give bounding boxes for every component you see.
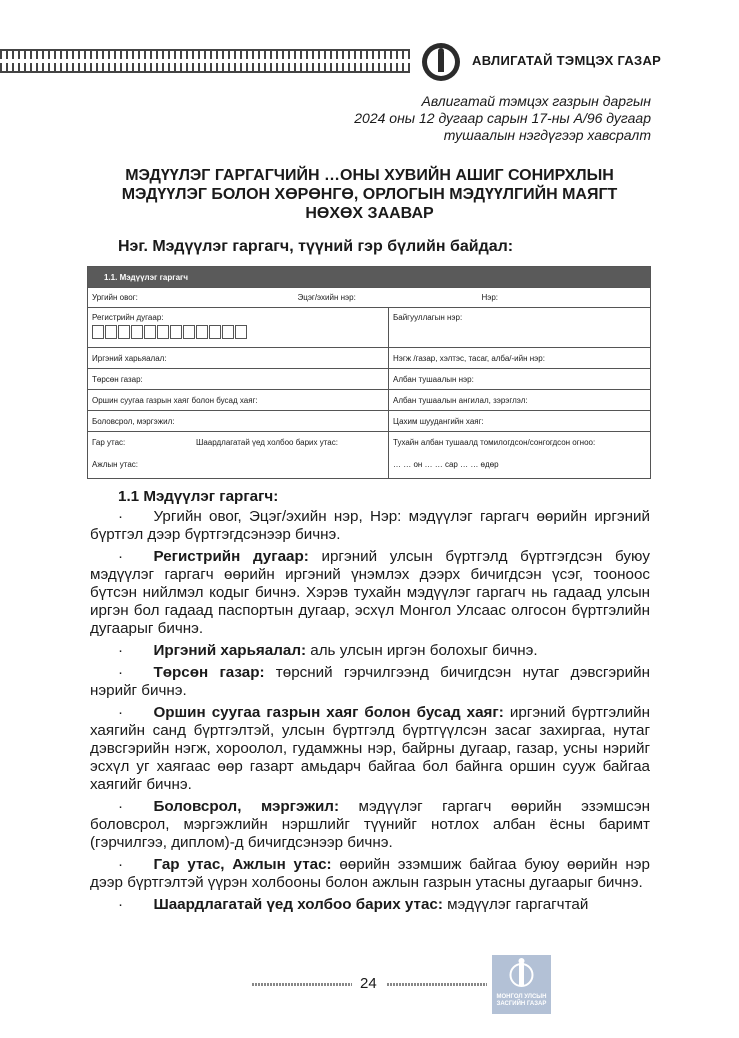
page-footer (252, 975, 487, 995)
unit-label: Нэгж /газар, хэлтэс, тасаг, алба/-ийн нэр: (389, 348, 651, 369)
agency-emblem-icon (420, 40, 462, 84)
item-text: мэдүүлэг гаргагчтай (442, 896, 589, 913)
fathername-label: Эцэг/эхийн нэр: (297, 293, 356, 302)
title-line: МЭДҮҮЛЭГ БОЛОН ХӨРӨНГӨ, ОРЛОГЫН МЭДҮҮЛГИЙН МАЯГТ (121, 186, 618, 203)
item-term: Регистрийн дугаар: (153, 548, 309, 565)
form-header: 1.1. Мэдүүлэг гаргагч (88, 267, 651, 288)
date-blank: … … он … … сар … … өдөр (393, 460, 499, 469)
item-term: Боловсрол, мэргэжил: (153, 798, 339, 815)
item-text: Ургийн овог, Эцэг/эхийн нэр, Нэр: мэдүүлэг гаргагч өөрийн иргэний бүртгэл дээр бүртгэгдсэнээр бичнэ. (90, 508, 650, 543)
org-label: Байгууллагын нэр: (389, 308, 651, 348)
item-text: төрсний гэрчилгээнд бичигдсэн нутаг дэвсгэрийн нэрийг бичнэ. (90, 664, 650, 699)
bullet: · (118, 798, 124, 815)
instructions (90, 488, 650, 918)
birthplace-label: Төрсөн газар: (88, 369, 389, 390)
decree-line: тушаалын нэгдүгээр хавсралт (443, 127, 651, 143)
decree-note (354, 93, 651, 144)
page-number: 24 (360, 975, 377, 992)
declarant-form (87, 266, 651, 479)
page-header (0, 40, 739, 84)
instruction-item (90, 508, 650, 544)
instruction-item (90, 664, 650, 700)
citizenship-label: Иргэний харьяалал: (88, 348, 389, 369)
footer-rule (387, 983, 487, 986)
item-term: Иргэний харьяалал: (153, 642, 307, 659)
section-heading: Нэг. Мэдүүлэг гаргагч, түүний гэр бүлийн байдал: (118, 238, 514, 255)
ornament-band (0, 49, 410, 73)
instruction-item (90, 798, 650, 852)
subheading: 1.1 Мэдүүлэг гаргагч: (118, 488, 279, 505)
item-text: аль улсын иргэн болохыг бичнэ. (306, 642, 538, 659)
item-text: иргэний улсын бүртгэлд бүртгэгдсэн буюу мэдүүлэг гаргагч өөрийн иргэний үнэмлэх дээрх бичигдсэн үсэг, тооноос бүтсэн нийлмэл кодыг бичнэ. Хэрэв тухайн мэдүүлэг гаргагч нь гадаад улсын иргэн бол гадаад паспортын дугаар, эсхүл Монгол Улсаас олгосон бүртгэлийн дугаарыг бичнэ. (90, 548, 650, 637)
bullet: · (118, 508, 124, 525)
surname-label: Ургийн овог: (92, 293, 138, 302)
instruction-item (90, 548, 650, 638)
document-title (60, 166, 679, 223)
decree-line: Авлигатай тэмцэх газрын даргын (421, 93, 651, 109)
government-logo-text: МОНГОЛ УЛСЫН ЗАСГИЙН ГАЗАР (496, 994, 547, 1007)
agency-name: АВЛИГАТАЙ ТЭМЦЭХ ГАЗАР (472, 53, 662, 68)
item-text: мэдүүлэг гаргагч өөрийн эзэмшсэн боловсрол, мэргэжлийн нэршлийг түүнийг нотлох албан ёсны баримт (гэрчилгээ, диплом)-д бичигдсэнээр бичнэ. (90, 798, 650, 851)
item-text: иргэний бүртгэлийн хаягийн санд бүртгэлтэй, улсын бүртгэлд бүртгүүлсэн засаг захиргаа, нутаг дэвсгэрийн нэгж, хороолол, гудамжны нэр, байрны дугаар, газар, усны нэрийг эсхүл уг хаягаас өөр газарт амьдарч байгаа бол байнга оршин сууж байгаа хаягийг бичнэ. (90, 704, 651, 793)
work-phone-label: Ажлын утас: (92, 460, 138, 469)
position-label: Албан тушаалын нэр: (389, 369, 651, 390)
bullet: · (118, 548, 124, 565)
footer-rule (252, 983, 352, 986)
bullet: · (118, 856, 124, 873)
item-term: Төрсөн газар: (153, 664, 265, 681)
soyombo-icon (492, 955, 551, 991)
item-text: өөрийн эзэмшиж байгаа буюу өөрийн нэр дээр бүртгэлтэй үүрэн холбооны болон ажлын газрын утасны дугаарыг бичнэ. (90, 856, 651, 891)
address-label: Оршин суугаа газрын хаяг болон бусад хаяг: (88, 390, 389, 411)
emergency-phone-label: Шаардлагатай үед холбоо барих утас: (196, 438, 338, 447)
bullet: · (118, 896, 124, 913)
instruction-item (90, 896, 650, 914)
instruction-item (90, 856, 650, 892)
register-label: Регистрийн дугаар: (92, 313, 164, 322)
item-term: Шаардлагатай үед холбоо барих утас: (153, 896, 443, 913)
item-term: Оршин суугаа газрын хаяг болон бусад хаяг: (153, 704, 504, 721)
government-logo (492, 955, 551, 1014)
bullet: · (118, 664, 124, 681)
title-line: МЭДҮҮЛЭГ ГАРГАГЧИЙН …ОНЫ ХУВИЙН АШИГ СОНИРХЛЫН (125, 167, 614, 184)
decree-line: 2024 оны 12 дугаар сарын 17-ны А/96 дугаар (354, 110, 651, 126)
bullet: · (118, 642, 124, 659)
register-boxes (92, 325, 384, 339)
title-line: НӨХӨХ ЗААВАР (305, 205, 434, 222)
instruction-item (90, 642, 650, 660)
education-label: Боловсрол, мэргэжил: (88, 411, 389, 432)
rank-label: Албан тушаалын ангилал, зэрэглэл: (389, 390, 651, 411)
phone-label: Гар утас: (92, 438, 126, 447)
bullet: · (118, 704, 124, 721)
name-label: Нэр: (481, 293, 499, 302)
instruction-item (90, 704, 650, 794)
email-label: Цахим шуудангийн хаяг: (389, 411, 651, 432)
item-term: Гар утас, Ажлын утас: (153, 856, 332, 873)
appointed-label: Тухайн албан тушаалд томилогдсон/сонгогдсон огноо: (393, 438, 596, 447)
